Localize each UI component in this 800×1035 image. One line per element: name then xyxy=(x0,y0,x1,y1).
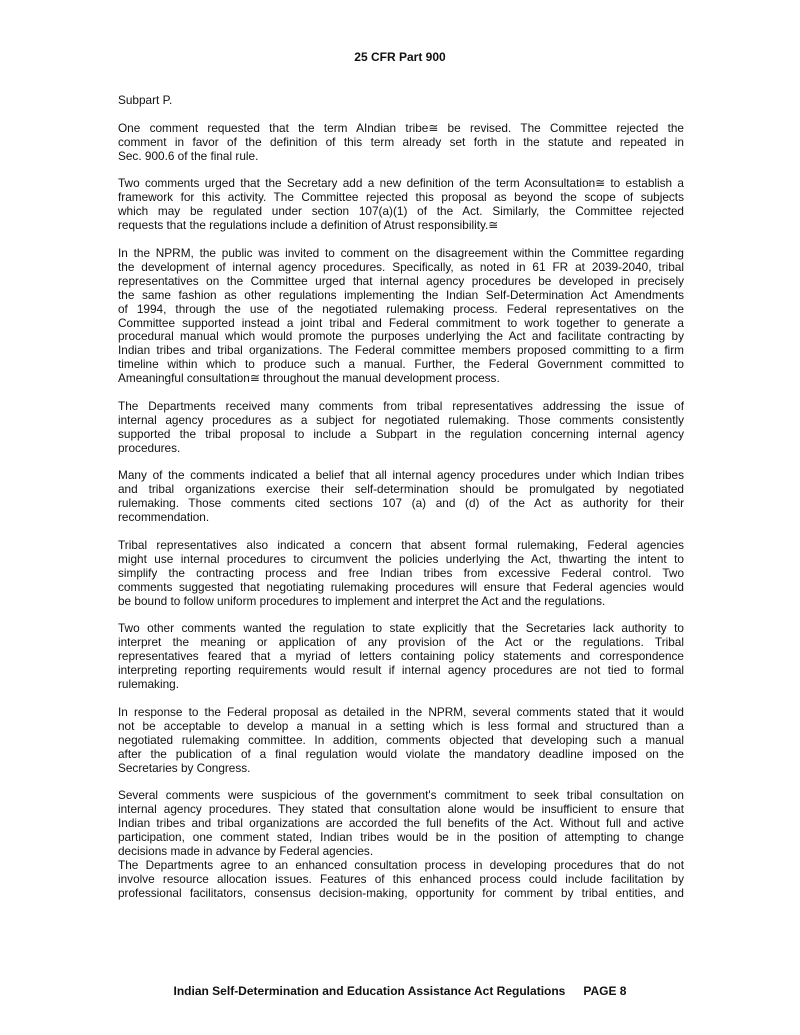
text-line: of 1994, through the use of the negotiated rulemaking process. Federal representatives on the xyxy=(118,301,684,316)
text-line: simplify the contracting process and free Indian tribes from excessive Federal control. Two xyxy=(118,565,684,580)
text-line: recommendation. xyxy=(118,510,210,525)
text-line: interpret the meaning or application of any provision of the Act or the regulations. Tribal xyxy=(118,635,684,650)
text-line: negotiated rulemaking committee. In addition, comments objected that developing such a manual xyxy=(118,732,684,747)
text-line: comments suggested that negotiating rulemaking procedures will ensure that Federal agencies would xyxy=(118,579,684,594)
text-line: rulemaking. Those comments cited sections 107 (a) and (d) of the Act as authority for their xyxy=(118,496,684,511)
page-footer xyxy=(0,984,800,998)
text-line: supported the tribal proposal to include a Subpart in the regulation concerning internal agency xyxy=(118,426,684,441)
text-line: In the NPRM, the public was invited to comment on the disagreement within the Committee regarding xyxy=(118,245,684,260)
paragraph xyxy=(118,247,684,386)
paragraph xyxy=(118,177,684,233)
text-line: the same fashion as other regulations implementing the Indian Self-Determination Act Amendments xyxy=(118,287,684,302)
text-line: procedural manual which would promote the purposes underlying the Act and facilitate contracting by xyxy=(118,329,684,344)
text-line: In response to the Federal proposal as detailed in the NPRM, several comments stated that it would xyxy=(118,704,684,719)
paragraph xyxy=(118,94,684,108)
text-line: be bound to follow uniform procedures to implement and interpret the Act and the regulations. xyxy=(118,593,606,608)
text-line: which may be regulated under section 107(a)(1) of the Act. Similarly, the Committee rejected xyxy=(118,204,684,219)
paragraph xyxy=(118,469,684,525)
paragraph xyxy=(118,859,684,901)
text-line: professional facilitators, consensus decision-making, opportunity for comment by tribal entities, and xyxy=(118,885,684,900)
text-line: Ameaningful consultation≅ throughout the manual development process. xyxy=(118,371,500,386)
text-line: might use internal procedures to circumvent the policies underlying the Act, thwarting the intent to xyxy=(118,551,684,566)
text-line: Two comments urged that the Secretary add a new definition of the term Aconsultation≅ to establish a xyxy=(118,176,684,191)
text-line: and tribal organizations exercise their self-determination should be promulgated by negotiated xyxy=(118,482,684,497)
page-number: PAGE 8 xyxy=(583,984,627,998)
text-line: representatives on the Committee urged that internal agency procedures be developed in precisely xyxy=(118,273,684,288)
text-line: framework for this activity. The Committee rejected this proposal as beyond the scope of subjects xyxy=(118,190,684,205)
text-line: Subpart P. xyxy=(118,93,173,107)
text-line: Several comments were suspicious of the government's commitment to seek tribal consultation on xyxy=(118,788,684,803)
paragraph xyxy=(118,400,684,456)
paragraph xyxy=(118,622,684,692)
footer-title: Indian Self-Determination and Education Assistance Act Regulations xyxy=(173,984,566,998)
text-line: Secretaries by Congress. xyxy=(118,760,251,775)
text-line: One comment requested that the term AIndian tribe≅ be revised. The Committee rejected the xyxy=(118,120,684,135)
text-line: Sec. 900.6 of the final rule. xyxy=(118,148,259,163)
text-line: Indian tribes and tribal organizations are accorded the full benefits of the Act. Without full and active xyxy=(118,816,684,831)
document-body xyxy=(118,94,684,914)
text-line: internal agency procedures. They stated that consultation alone would be insufficient to ensure that xyxy=(118,802,684,817)
text-line: internal agency procedures as a subject for negotiated rulemaking. Those comments consistently xyxy=(118,412,684,427)
text-line: not be acceptable to develop a manual in a setting which is less formal and structured than a xyxy=(118,718,684,733)
paragraph xyxy=(118,706,684,776)
text-line: participation, one comment stated, Indian tribes would be in the position of attempting to change xyxy=(118,830,684,845)
text-line: rulemaking. xyxy=(118,677,179,692)
text-line: Committee supported instead a joint tribal and Federal commitment to work together to generate a xyxy=(118,315,684,330)
paragraph xyxy=(118,122,684,164)
paragraph xyxy=(118,539,684,609)
text-line: timeline within which to produce such a manual. Further, the Federal Government committed to xyxy=(118,357,684,372)
text-line: Many of the comments indicated a belief that all internal agency procedures under which Indian tribes xyxy=(118,468,684,483)
text-line: the development of internal agency procedures. Specifically, as noted in 61 FR at 2039-2040, tribal xyxy=(118,259,684,274)
text-line: The Departments agree to an enhanced consultation process in developing procedures that do not xyxy=(118,857,684,872)
page-header: 25 CFR Part 900 xyxy=(354,50,446,64)
text-line: The Departments received many comments from tribal representatives addressing the issue of xyxy=(118,398,684,413)
text-line: representatives feared that a myriad of letters containing policy statements and correspondence xyxy=(118,649,684,664)
paragraph xyxy=(118,789,684,859)
text-line: requests that the regulations include a definition of Atrust responsibility.≅ xyxy=(118,218,499,233)
text-line: procedures. xyxy=(118,440,181,455)
text-line: Indian tribes and tribal organizations. The Federal committee members proposed committing to a firm xyxy=(118,343,684,358)
text-line: involve resource allocation issues. Features of this enhanced process could include facilitation by xyxy=(118,871,684,886)
text-line: Tribal representatives also indicated a concern that absent formal rulemaking, Federal agencies xyxy=(118,538,684,552)
text-line: decisions made in advance by Federal agencies. xyxy=(118,843,374,858)
text-line: after the publication of a final regulation would violate the mandatory deadline imposed on the xyxy=(118,746,684,761)
text-line: comment in favor of the definition of this term already set forth in the statute and repeated in xyxy=(118,134,684,149)
text-line: Two other comments wanted the regulation to state explicitly that the Secretaries lack authority to xyxy=(118,621,684,636)
text-line: interpreting reporting requirements would result if internal agency procedures are not tied to formal xyxy=(118,663,684,678)
